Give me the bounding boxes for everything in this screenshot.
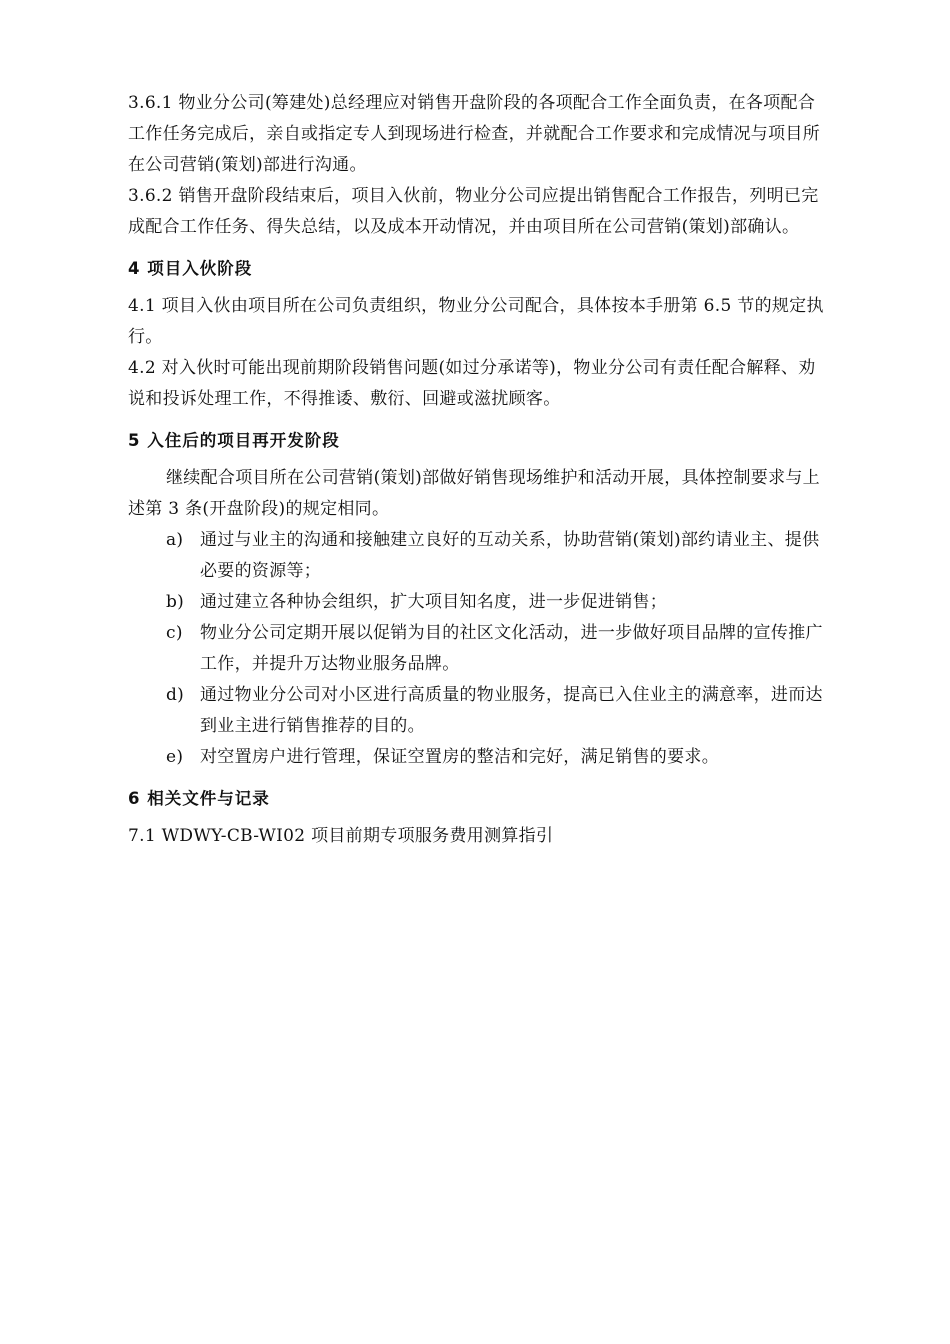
list-item-text: 通过建立各种协会组织，扩大项目知名度，进一步促进销售； — [200, 592, 668, 612]
list-marker: b) — [166, 592, 185, 612]
list-marker: d) — [166, 685, 185, 705]
section-4-heading: 4 项目入伙阶段 — [128, 259, 253, 278]
paragraph-4-2: 4.2 对入伙时可能出现前期阶段销售问题(如过分承诺等)，物业分公司有责任配合解释、劝说和投诉处理工作，不得推诿、敷衍、回避或滋扰顾客。 — [128, 358, 816, 409]
section-6-heading: 6 相关文件与记录 — [128, 789, 270, 808]
section-5-heading: 5 入住后的项目再开发阶段 — [128, 431, 340, 450]
list-item-text: 对空置房户进行管理，保证空置房的整洁和完好，满足销售的要求。 — [200, 747, 719, 767]
section-5-list — [128, 525, 828, 773]
paragraph-7-1: 7.1 WDWY-CB-WI02 项目前期专项服务费用测算指引 — [128, 826, 554, 846]
paragraph-4-1: 4.1 项目入伙由项目所在公司负责组织，物业分公司配合，具体按本手册第 6.5 节的规定执行。 — [128, 296, 824, 347]
list-item — [128, 618, 828, 680]
paragraph-3-6-2: 3.6.2 销售开盘阶段结束后，项目入伙前，物业分公司应提出销售配合工作报告，列明已完成配合工作任务、得失总结，以及成本开动情况，并由项目所在公司营销(策划)部确认。 — [128, 186, 819, 237]
list-item — [128, 587, 828, 618]
section-5-intro: 继续配合项目所在公司营销(策划)部做好销售现场维护和活动开展，具体控制要求与上述第 3 条(开盘阶段)的规定相同。 — [128, 468, 820, 519]
list-marker: a) — [166, 530, 184, 550]
list-item-text: 物业分公司定期开展以促销为目的社区文化活动，进一步做好项目品牌的宣传推广工作，并提升万达物业服务品牌。 — [200, 623, 823, 674]
list-item — [128, 742, 828, 773]
list-marker: e) — [166, 747, 184, 767]
list-item-text: 通过与业主的沟通和接触建立良好的互动关系，协助营销(策划)部约请业主、提供必要的资源等； — [200, 530, 820, 581]
list-item — [128, 680, 828, 742]
list-marker: c) — [166, 623, 183, 643]
list-item — [128, 525, 828, 587]
paragraph-3-6-1: 3.6.1 物业分公司(筹建处)总经理应对销售开盘阶段的各项配合工作全面负责，在各项配合工作任务完成后，亲自或指定专人到现场进行检查，并就配合工作要求和完成情况与项目所在公司营销(策划)部进行沟通。 — [128, 93, 820, 175]
list-item-text: 通过物业分公司对小区进行高质量的物业服务，提高已入住业主的满意率，进而达到业主进行销售推荐的目的。 — [200, 685, 823, 736]
document-page — [128, 88, 828, 852]
